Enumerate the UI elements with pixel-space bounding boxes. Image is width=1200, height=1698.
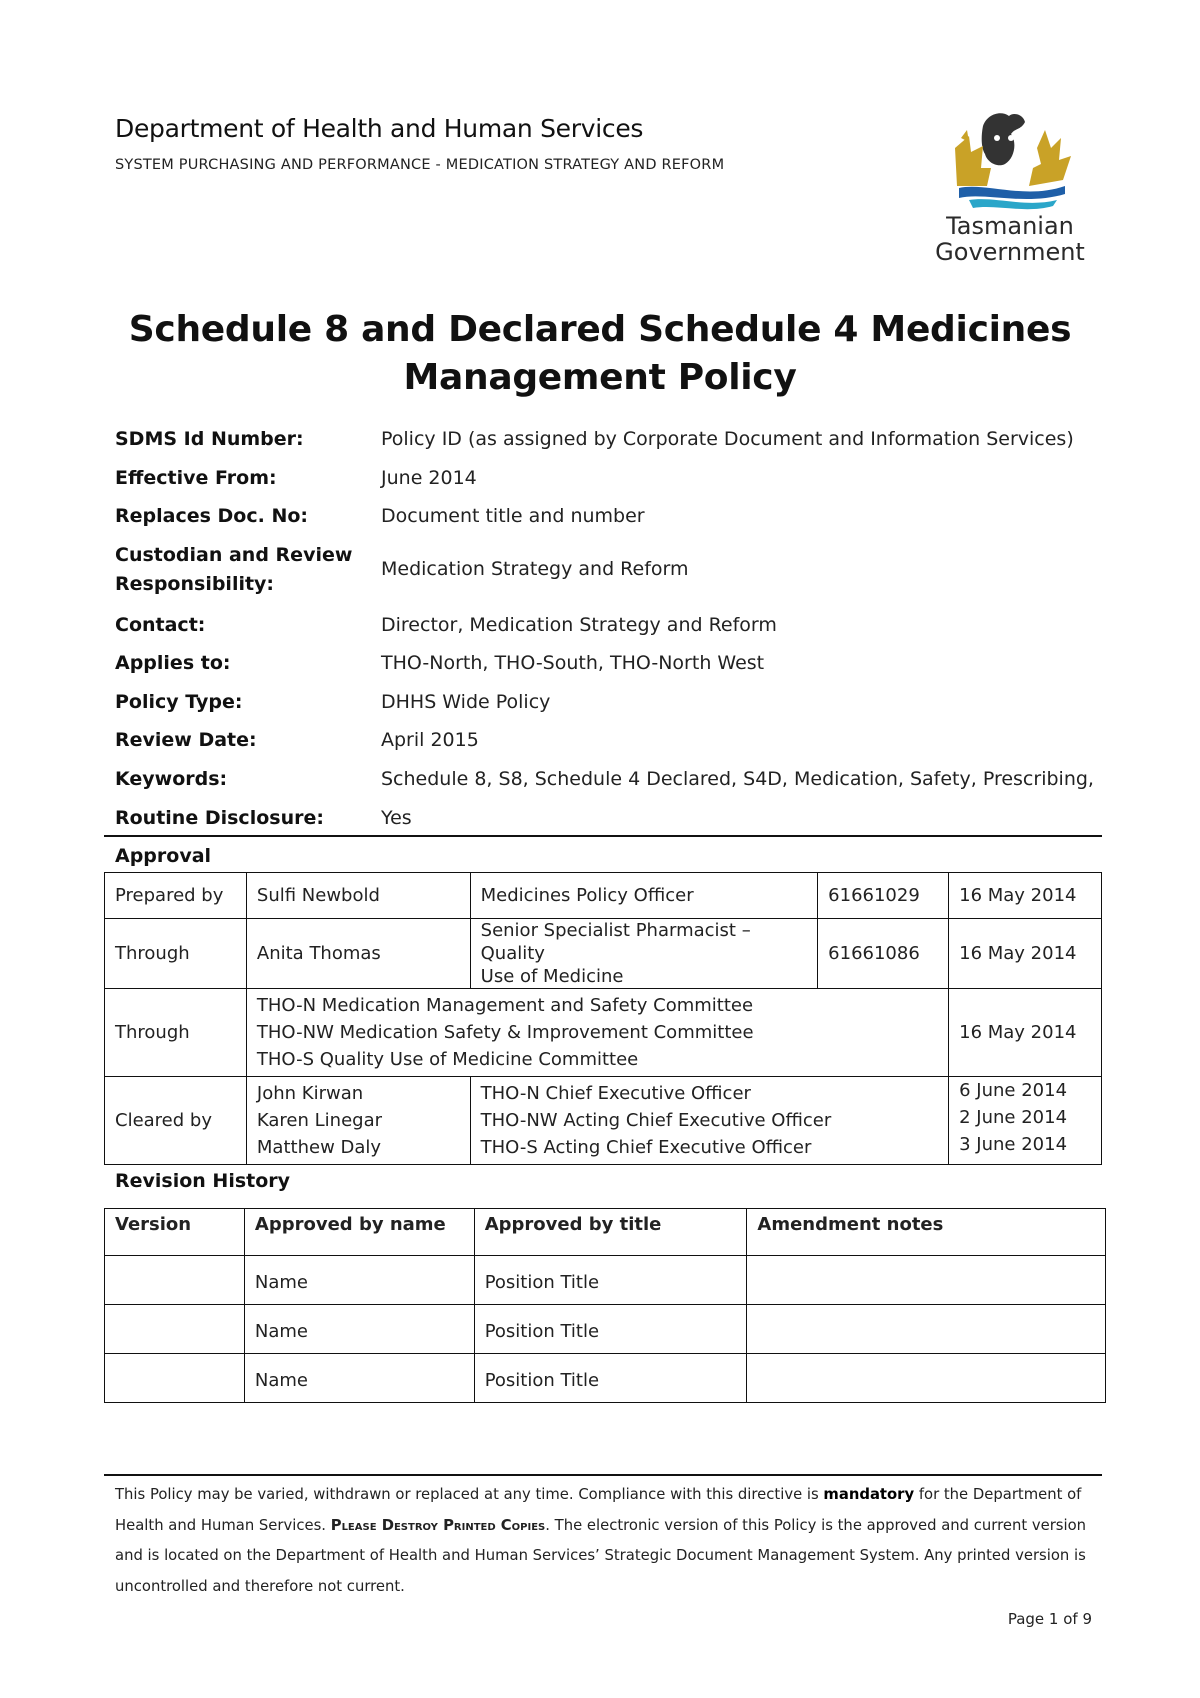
- approval-phone: 61661029: [818, 873, 949, 919]
- committee-name: THO-NW Medication Safety & Improvement Committee: [256, 1022, 754, 1043]
- meta-label: [115, 541, 375, 599]
- approval-role: Prepared by: [105, 873, 247, 919]
- table-row: [105, 1256, 1106, 1305]
- footer-text-part1: This Policy may be varied, withdrawn or replaced at any time. Compliance with this directive is: [115, 1486, 824, 1503]
- logo-text-government: Government: [935, 238, 1085, 266]
- tasmanian-government-logo: [925, 108, 1095, 268]
- revision-name: Name: [244, 1305, 474, 1354]
- revision-notes: [747, 1305, 1106, 1354]
- cleared-by-name: John Kirwan: [256, 1083, 364, 1104]
- position-line: Use of Medicine: [480, 966, 624, 987]
- meta-label: Effective From:: [115, 467, 277, 489]
- cleared-by-position: THO-NW Acting Chief Executive Officer: [480, 1110, 832, 1131]
- table-header-row: [105, 1209, 1106, 1256]
- revision-version: [105, 1256, 245, 1305]
- meta-label: Replaces Doc. No:: [115, 505, 308, 527]
- table-row: [105, 873, 1102, 919]
- column-header-amendment-notes: Amendment notes: [747, 1209, 1106, 1256]
- cleared-by-date: 3 June 2014: [959, 1134, 1068, 1155]
- approval-role: Through: [105, 919, 247, 989]
- meta-value: Schedule 8, S8, Schedule 4 Declared, S4D, Medication, Safety, Prescribing,: [381, 768, 1094, 790]
- meta-value: Director, Medication Strategy and Reform: [381, 614, 777, 636]
- cleared-by-position: THO-S Acting Chief Executive Officer: [480, 1137, 812, 1158]
- meta-value: DHHS Wide Policy: [381, 691, 551, 713]
- column-header-approved-by-name: Approved by name: [244, 1209, 474, 1256]
- approval-role: Through: [105, 989, 247, 1077]
- document-title-line1: Schedule 8 and Declared Schedule 4 Medicines: [128, 309, 1072, 350]
- committee-name: THO-N Medication Management and Safety Committee: [256, 995, 754, 1016]
- meta-label: Contact:: [115, 614, 206, 636]
- footer-mandatory: mandatory: [823, 1486, 915, 1503]
- document-title-line2: Management Policy: [403, 357, 797, 398]
- meta-value: Policy ID (as assigned by Corporate Document and Information Services): [381, 428, 1074, 450]
- revision-notes: [747, 1256, 1106, 1305]
- approval-date: 16 May 2014: [949, 989, 1102, 1077]
- approval-committees: [246, 989, 948, 1077]
- column-header-approved-by-title: Approved by title: [474, 1209, 747, 1256]
- cleared-by-date: 2 June 2014: [959, 1107, 1068, 1128]
- revision-title: Position Title: [474, 1354, 747, 1403]
- column-header-version: Version: [105, 1209, 245, 1256]
- footer-text-part2: for the Department of Health and Human Services.: [115, 1486, 1082, 1534]
- approval-table: [104, 872, 1102, 1165]
- revision-name: Name: [244, 1354, 474, 1403]
- revision-version: [105, 1354, 245, 1403]
- meta-value: June 2014: [381, 467, 477, 489]
- meta-value: THO-North, THO-South, THO-North West: [381, 652, 765, 674]
- table-row: [105, 919, 1102, 989]
- approval-date: 16 May 2014: [949, 873, 1102, 919]
- footer-disclaimer: [115, 1480, 1100, 1602]
- page-number: Page 1 of 9: [1007, 1610, 1092, 1628]
- cleared-by-position: THO-N Chief Executive Officer: [480, 1083, 751, 1104]
- meta-label: Keywords:: [115, 768, 228, 790]
- revision-notes: [747, 1354, 1106, 1403]
- meta-label: Applies to:: [115, 652, 231, 674]
- approval-heading: Approval: [115, 845, 212, 867]
- approval-name: Sulfi Newbold: [246, 873, 470, 919]
- position-line: Senior Specialist Pharmacist – Quality: [480, 920, 751, 964]
- meta-value: April 2015: [381, 729, 479, 751]
- approval-position: [470, 919, 818, 989]
- approval-position: Medicines Policy Officer: [470, 873, 818, 919]
- meta-label-line2: Responsibility:: [115, 573, 275, 595]
- approval-positions: [470, 1077, 948, 1165]
- cleared-by-name: Matthew Daly: [256, 1137, 382, 1158]
- revision-history-table: [104, 1208, 1106, 1403]
- meta-value: Document title and number: [381, 505, 645, 527]
- cleared-by-name: Karen Linegar: [256, 1110, 383, 1131]
- table-row: [105, 1354, 1106, 1403]
- meta-value: Yes: [381, 807, 412, 829]
- approval-dates: [949, 1077, 1102, 1165]
- approval-name: Anita Thomas: [246, 919, 470, 989]
- department-name: Department of Health and Human Services: [115, 114, 644, 143]
- meta-label: Policy Type:: [115, 691, 243, 713]
- revision-version: [105, 1305, 245, 1354]
- logo-text-tasmanian: Tasmanian: [946, 212, 1074, 240]
- table-row: [105, 989, 1102, 1077]
- footer-text-part3: . The electronic version of this Policy is the approved and current version and is located on the Department of Health and Human Services’ Strategic Document Management System. Any printed version is uncontrolled and therefore not current.: [115, 1516, 1087, 1595]
- footer-destroy-notice: Please Destroy Printed Copies: [330, 1516, 546, 1534]
- revision-title: Position Title: [474, 1256, 747, 1305]
- table-row: [105, 1077, 1102, 1165]
- meta-label: Routine Disclosure:: [115, 807, 324, 829]
- revision-name: Name: [244, 1256, 474, 1305]
- revision-history-heading: Revision History: [115, 1170, 291, 1192]
- meta-value: Medication Strategy and Reform: [381, 558, 689, 580]
- revision-title: Position Title: [474, 1305, 747, 1354]
- approval-role: Cleared by: [105, 1077, 247, 1165]
- document-title: [100, 306, 1100, 402]
- approval-date: 16 May 2014: [949, 919, 1102, 989]
- table-row: [105, 1305, 1106, 1354]
- meta-label: SDMS Id Number:: [115, 428, 304, 450]
- committee-name: THO-S Quality Use of Medicine Committee: [256, 1049, 639, 1070]
- section-divider: [104, 835, 1102, 837]
- meta-label: Review Date:: [115, 729, 257, 751]
- department-subtitle: SYSTEM PURCHASING AND PERFORMANCE - MEDICATION STRATEGY AND REFORM: [115, 157, 725, 173]
- cleared-by-date: 6 June 2014: [959, 1080, 1068, 1101]
- footer-divider: [104, 1474, 1102, 1476]
- tasmanian-tiger-emblem-icon: [925, 108, 1095, 220]
- meta-label-line1: Custodian and Review: [115, 544, 353, 566]
- approval-names: [246, 1077, 470, 1165]
- approval-phone: 61661086: [818, 919, 949, 989]
